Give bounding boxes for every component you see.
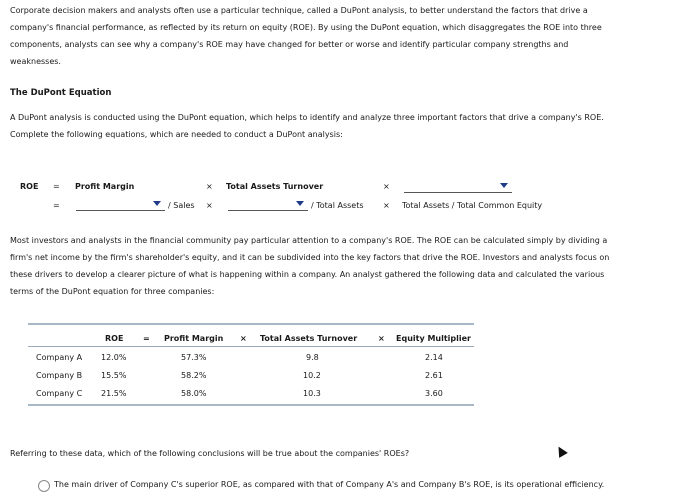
row-company-label: Company C xyxy=(36,389,83,398)
section-title: The DuPont Equation xyxy=(10,88,112,98)
header-rule xyxy=(28,346,474,347)
table-top-rule xyxy=(28,323,474,325)
row-company-label: Company A xyxy=(36,353,83,362)
section-line: Complete the following equations, which are needed to conduct a DuPont analysis: xyxy=(10,130,343,139)
analysis-line: terms of the DuPont equation for three companies: xyxy=(10,287,215,296)
section-text xyxy=(10,109,670,143)
row-company-label: Company B xyxy=(36,371,83,380)
profit-margin-numerator-dropdown[interactable] xyxy=(76,198,165,211)
analysis-line: Most investors and analysts in the financial community pay particular attention to a company's ROE. The ROE can be calculated simply by dividing a xyxy=(10,236,608,245)
eq-equals: = xyxy=(53,182,60,191)
table-bottom-rule xyxy=(28,404,474,406)
analysis-line: these drivers to develop a clearer picture of what is happening within a company. An analyst gathered the following data and calculated the various xyxy=(10,270,605,279)
row-roe-value: 12.0% xyxy=(101,353,127,362)
row-multiplier-value: 2.14 xyxy=(425,353,443,362)
row-roe-value: 15.5% xyxy=(101,371,127,380)
chevron-down-icon xyxy=(153,201,161,206)
intro-line: company's financial performance, as reflected by its return on equity (ROE). By using the DuPont equation, which disaggregates the ROE into three xyxy=(10,23,602,32)
header-turnover: Total Assets Turnover xyxy=(260,334,358,343)
turnover-numerator-dropdown[interactable] xyxy=(228,198,308,211)
eq-roe-label: ROE xyxy=(20,182,39,191)
mouse-cursor-icon xyxy=(554,444,568,458)
chevron-down-icon xyxy=(500,183,508,188)
option-radio[interactable] xyxy=(38,480,50,492)
row-multiplier-value: 2.61 xyxy=(425,371,443,380)
header-times: × xyxy=(240,334,247,343)
question-text: Referring to these data, which of the following conclusions will be true about the companies' ROEs? xyxy=(10,449,410,458)
eq-times-sign: × xyxy=(206,201,213,210)
header-profit-margin: Profit Margin xyxy=(164,334,224,343)
eq-profit-margin-label: Profit Margin xyxy=(75,182,135,191)
header-equals: = xyxy=(143,334,150,343)
row-profit-margin-value: 57.3% xyxy=(181,353,207,362)
row-roe-value: 21.5% xyxy=(101,389,127,398)
header-times: × xyxy=(378,334,385,343)
analysis-line: firm's net income by the firm's shareholder's equity, and it can be subdivided into the key factors that drive the ROE. Investors and analysts focus on xyxy=(10,253,610,262)
eq-equals: = xyxy=(53,201,60,210)
eq-times-sign: × xyxy=(383,182,390,191)
eq-times-sign: × xyxy=(383,201,390,210)
intro-line: weaknesses. xyxy=(10,57,61,66)
section-line: A DuPont analysis is conducted using the DuPont equation, which helps to identify and analyze three important factors that drive a company's ROE. xyxy=(10,113,604,122)
sales-denominator: / Sales xyxy=(168,201,195,210)
eq-turnover-label: Total Assets Turnover xyxy=(226,182,324,191)
header-roe: ROE xyxy=(105,334,124,343)
row-multiplier-value: 3.60 xyxy=(425,389,443,398)
equity-multiplier-formula: Total Assets / Total Common Equity xyxy=(402,201,543,210)
row-turnover-value: 9.8 xyxy=(306,353,319,362)
eq-times-sign: × xyxy=(206,182,213,191)
header-equity-multiplier: Equity Multiplier xyxy=(396,334,471,343)
multiplier-dropdown[interactable] xyxy=(404,180,512,193)
total-assets-denominator: / Total Assets xyxy=(311,201,364,210)
analysis-paragraph xyxy=(10,232,670,300)
row-profit-margin-value: 58.0% xyxy=(181,389,207,398)
intro-paragraph xyxy=(10,2,670,70)
intro-line: components, analysts can see why a company's ROE may have changed for better or worse and identify particular company strengths and xyxy=(10,40,569,49)
chevron-down-icon xyxy=(296,201,304,206)
row-turnover-value: 10.2 xyxy=(303,371,321,380)
row-profit-margin-value: 58.2% xyxy=(181,371,207,380)
row-turnover-value: 10.3 xyxy=(303,389,321,398)
intro-line: Corporate decision makers and analysts often use a particular technique, called a DuPont analysis, to better understand the factors that drive a xyxy=(10,6,588,15)
option-text[interactable]: The main driver of Company C's superior ROE, as compared with that of Company A's and Company B's ROE, is its operational efficiency. xyxy=(54,480,605,489)
